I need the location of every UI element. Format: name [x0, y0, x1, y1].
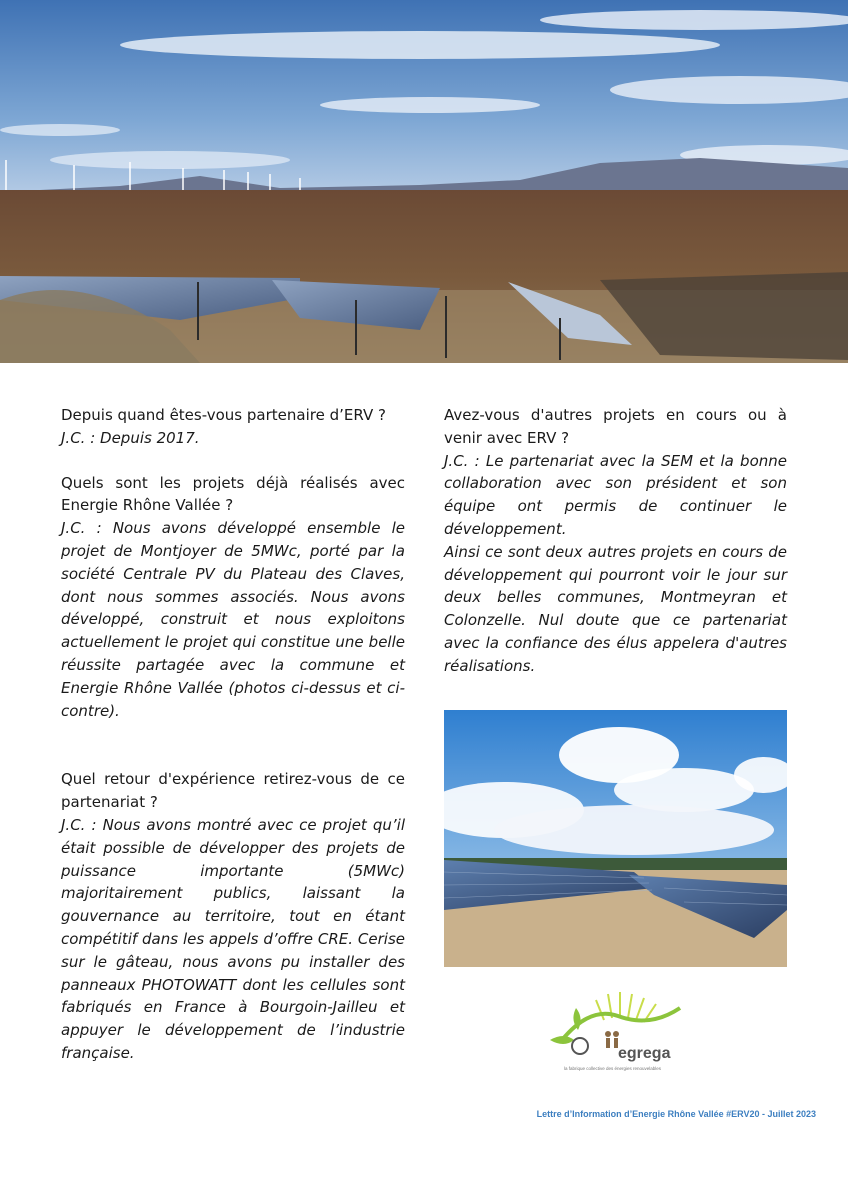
footer-newsletter-info: Lettre d’Information d’Energie Rhône Vallée #ERV20 - Juillet 2023: [536, 1109, 816, 1119]
hero-photo-solar-farm: [0, 0, 848, 363]
question-feedback: Quel retour d'expérience retirez-vous de ce partenariat ?: [61, 770, 405, 812]
left-column: [61, 404, 405, 1065]
answer-feedback: J.C. : Nous avons montré avec ce projet qu’il était possible de développer des projets de puissance importante (5MWc) majoritairement publics, laissant la gouvernance au territoire, tout en étant compétitif dans les appels d’offre CRE. Cerise sur le gâteau, nous avons pu installer des panneaux PHOTOWATT dont les cellules sont fabriqués en France à Bourgoin-Jailleu et appuyer le développement de l’industrie française.: [61, 815, 405, 1062]
egrega-logo: [540, 988, 690, 1074]
logo-tagline: la fabrique collective des énergies renouvelables: [564, 1066, 662, 1071]
answer-future-projects-1: J.C. : Le partenariat avec la SEM et la bonne collaboration avec son président et son équipe ont permis de continuer le développement.: [444, 451, 787, 538]
right-column: [444, 404, 787, 678]
question-future-projects: Avez-vous d'autres projets en cours ou à venir avec ERV ?: [444, 406, 787, 447]
question-projects-done: Quels sont les projets déjà réalisés avec Energie Rhône Vallée ?: [61, 473, 405, 515]
solar-panels-photo: [444, 710, 787, 967]
answer-future-projects-2: Ainsi ce sont deux autres projets en cours de développement qui pourront voir le jour sur deux belles communes, Montmeyran et Colonzelle. Nul doute que ce partenariat avec la confiance des élus appelera d'autres réalisations.: [444, 542, 787, 675]
question-partner-since: Depuis quand êtes-vous partenaire d’ERV ?: [61, 406, 386, 424]
answer-projects-done: J.C. : Nous avons développé ensemble le projet de Montjoyer de 5MWc, porté par la société Centrale PV du Plateau des Claves, dont nous sommes associés. Nous avons développé, construit et nous exploitons actuellement le projet qui constitue une belle réussite partagée avec la commune et Energie Rhône Vallée (photos ci-dessus et ci-contre).: [61, 519, 405, 720]
answer-partner-since: J.C. : Depuis 2017.: [61, 428, 200, 447]
logo-name: egrega: [618, 1045, 671, 1062]
